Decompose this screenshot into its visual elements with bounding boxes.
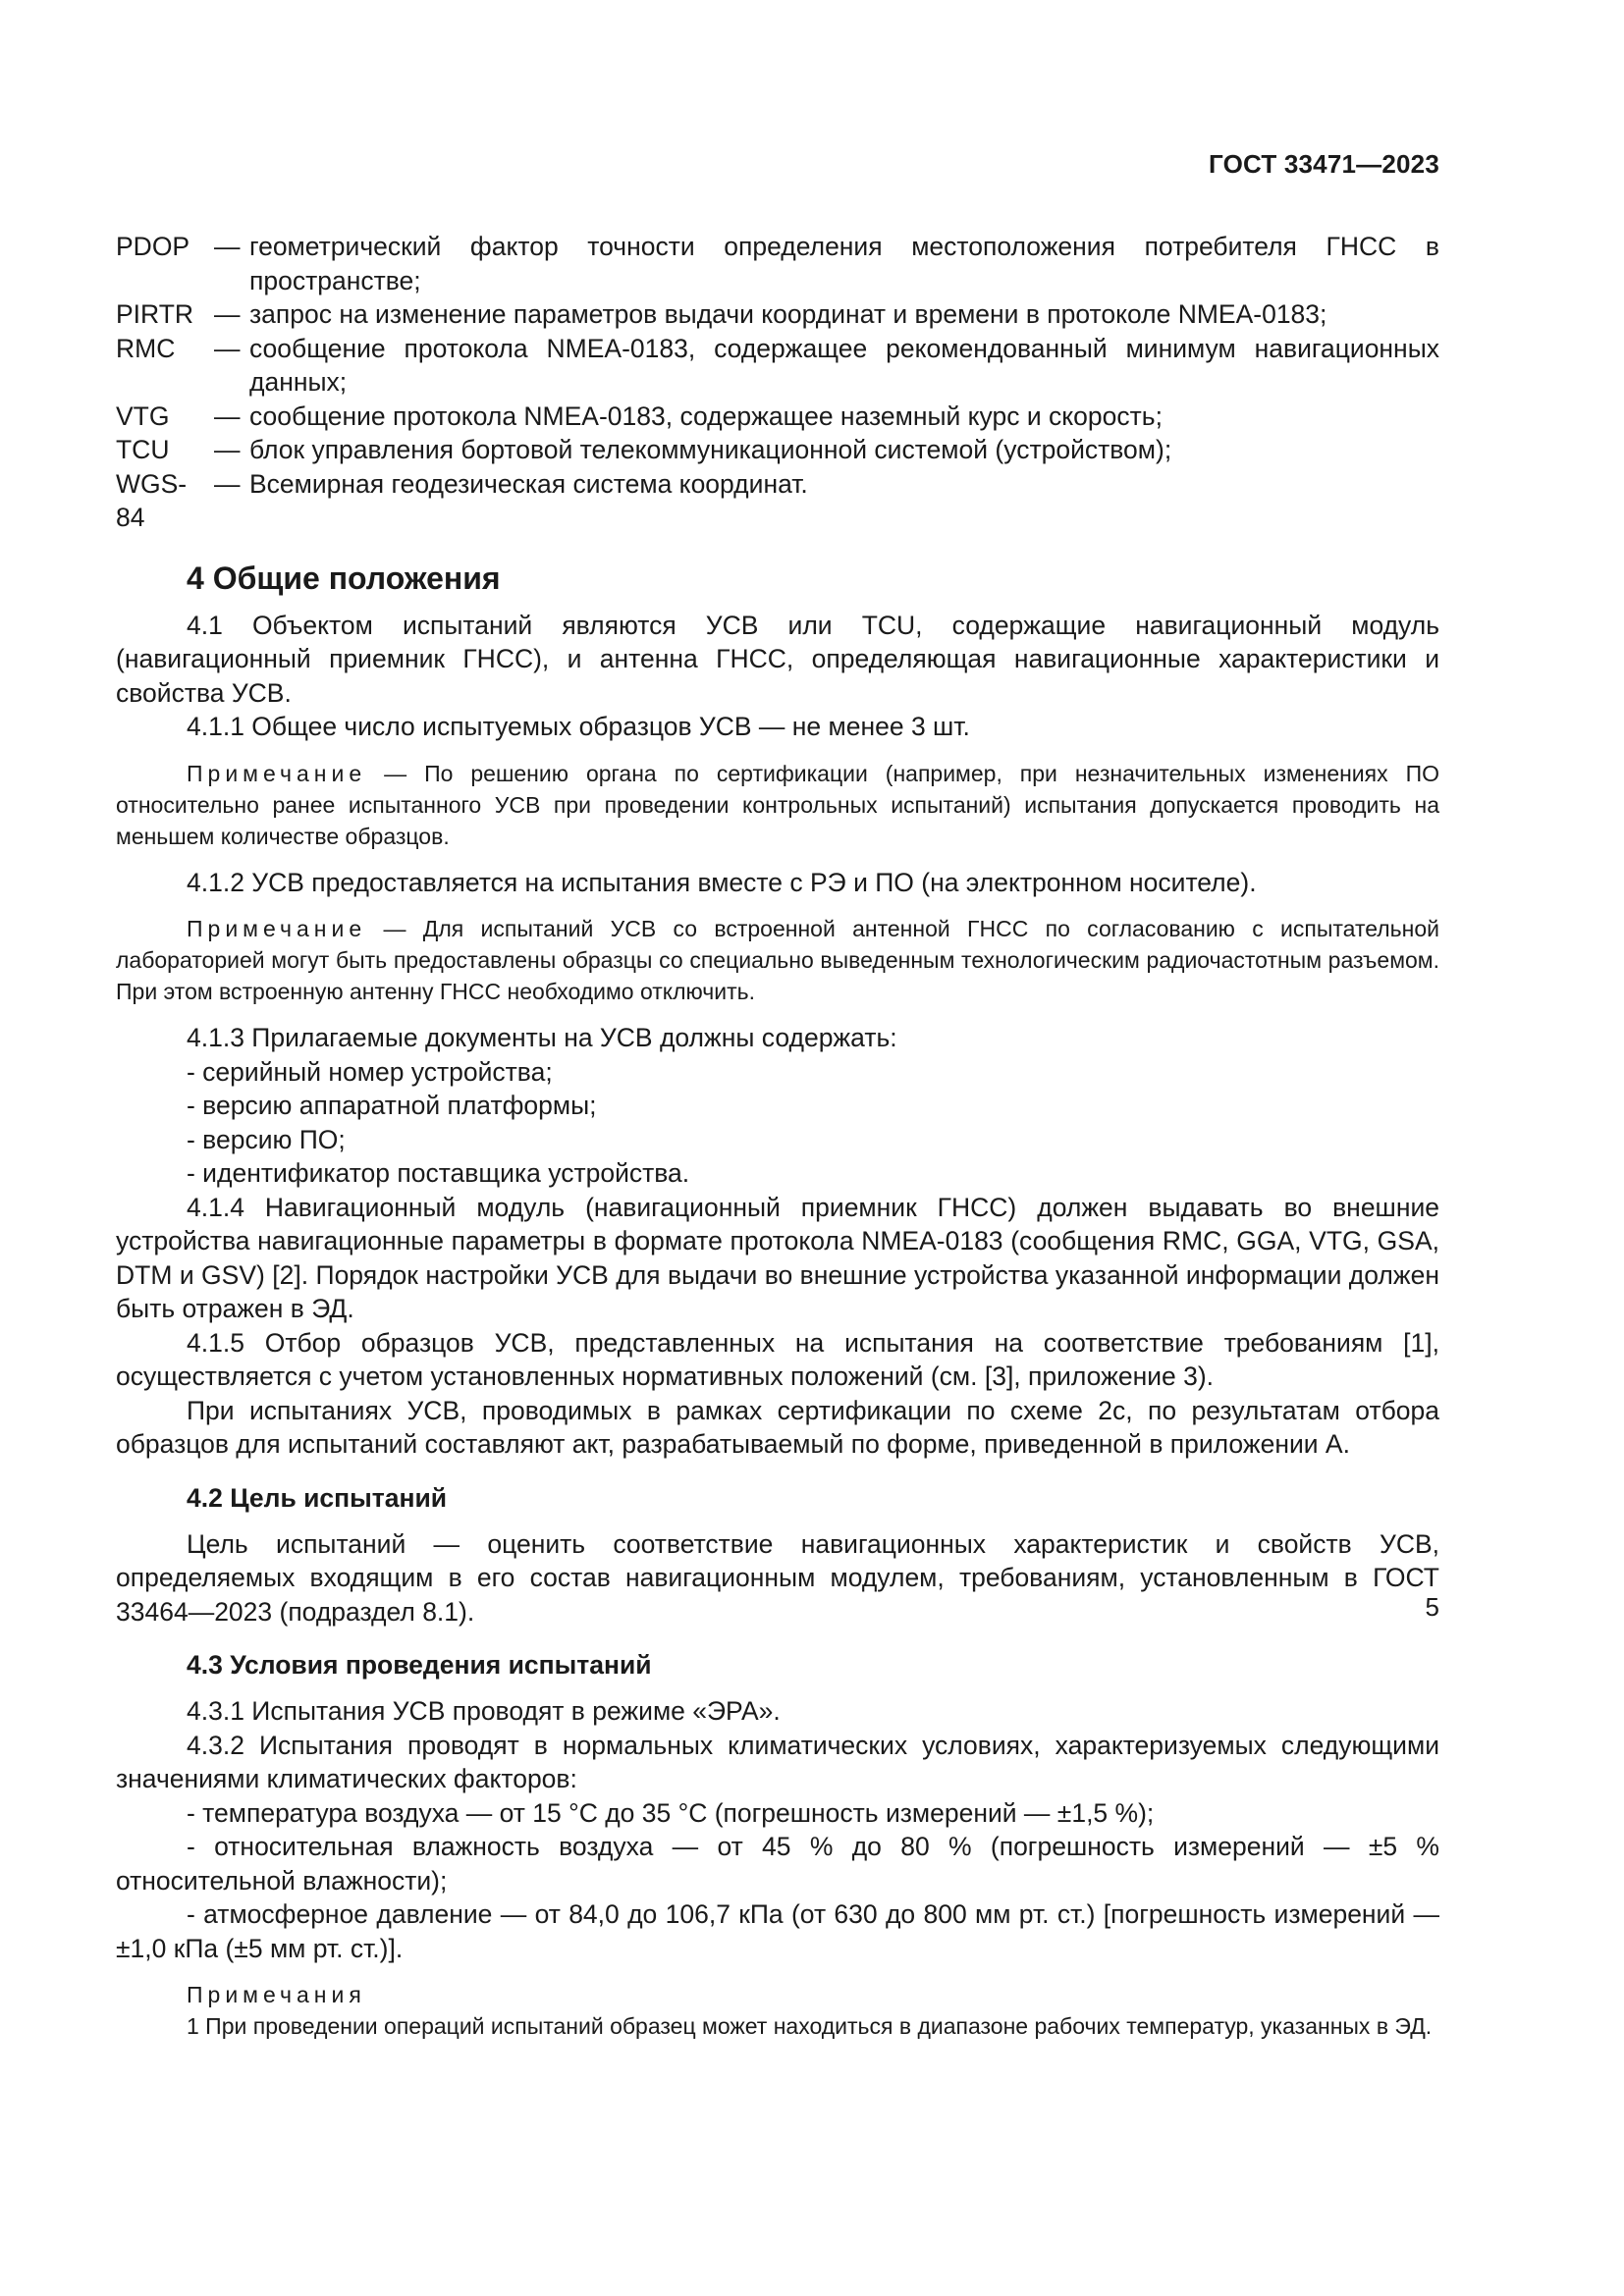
list-item: - относительная влажность воздуха — от 45 % до 80 % (погрешность измерений — ±5 % относительной влажности); — [116, 1832, 1439, 1896]
list-item: - идентификатор поставщика устройства. — [187, 1158, 690, 1188]
abbreviation-definition: геометрический фактор точности определения местоположения потребителя ГНСС в пространстве; — [249, 232, 1439, 295]
list-item: - атмосферное давление — от 84,0 до 106,7 кПа (от 630 до 800 мм рт. ст.) [погрешность измерений — ±1,0 кПа (±5 мм рт. ст.)]. — [116, 1899, 1439, 1963]
abbreviation-list — [116, 230, 1439, 535]
paragraph-4-1: 4.1 Объектом испытаний являются УСВ или TCU, содержащие навигационный модуль (навигационный приемник ГНСС), и антенна ГНСС, определяющая навигационные характеристики и свойства УСВ. — [116, 610, 1439, 708]
note-item: 1 При проведении операций испытаний образец может находиться в диапазоне рабочих температур, указанных в ЭД. — [187, 2013, 1433, 2039]
abbreviation-term: VTG — [116, 400, 170, 431]
paragraph-4-1-4: 4.1.4 Навигационный модуль (навигационный приемник ГНСС) должен выдавать во внешние устройства навигационные параметры в формате протокола NMEA-0183 (сообщения RMC, GGA, VTG, GSA, DTM и GSV) [2]. Порядок настройки УСВ для выдачи во внешние устройства указанной информации должен быть отражен в ЭД. — [116, 1192, 1439, 1323]
list-item: - серийный номер устройства; — [187, 1056, 553, 1087]
note-text: — По решению органа по сертификации (например, при незначительных изменениях ПО относительно ранее испытанного УСВ при проведении контрольных испытаний) испытания допускается проводить на меньшем количестве образцов. — [116, 760, 1439, 849]
abbreviation-definition: запрос на изменение параметров выдачи координат и времени в протоколе NMEA-0183; — [249, 299, 1327, 329]
abbreviation-term: TCU — [116, 435, 170, 464]
subsection-heading: 4.3 Условия проведения испытаний — [187, 1650, 652, 1680]
document-id: ГОСТ 33471—2023 — [1209, 149, 1439, 179]
note — [116, 758, 1439, 852]
note-text: — Для испытаний УСВ со встроенной антенной ГНСС по согласованию с испытательной лабораторией могут быть предоставлены образцы со специально выведенным технологическим радиочастотным разъемом. При этом встроенную антенну ГНСС необходимо отключить. — [116, 916, 1439, 1004]
abbreviation-dash: — — [214, 468, 241, 499]
abbreviation-row — [116, 467, 1439, 535]
abbreviation-term: RMC — [116, 333, 176, 363]
paragraph-4-3-1: 4.3.1 Испытания УСВ проводят в режиме «ЭРА». — [187, 1696, 781, 1726]
abbreviation-row — [116, 230, 1439, 297]
abbreviation-dash: — — [214, 333, 241, 363]
abbreviation-term: PIRTR — [116, 299, 194, 329]
paragraph-4-1-3: 4.1.3 Прилагаемые документы на УСВ должны содержать: — [187, 1023, 897, 1052]
list-item: - температура воздуха — от 15 °С до 35 °С (погрешность измерений — ±1,5 %); — [187, 1797, 1155, 1828]
abbreviation-term: WGS-84 — [116, 468, 188, 532]
abbreviation-dash: — — [214, 232, 241, 261]
paragraph-4-1-5: 4.1.5 Отбор образцов УСВ, представленных на испытания на соответствие требованиям [1], осуществляется с учетом установленных нормативных положений (см. [3], приложение 3). — [116, 1327, 1439, 1391]
abbreviation-row — [116, 400, 1439, 434]
list-item: - версию ПО; — [187, 1124, 346, 1154]
abbreviation-dash: — — [214, 400, 241, 431]
page-content — [116, 230, 1439, 2042]
abbreviation-dash: — — [214, 299, 241, 329]
paragraph-4-3-2: 4.3.2 Испытания проводят в нормальных климатических условиях, характеризуемых следующими значениями климатических факторов: — [116, 1730, 1439, 1793]
page-number: 5 — [1425, 1592, 1439, 1622]
subsection-heading: 4.2 Цель испытаний — [187, 1482, 448, 1513]
abbreviation-dash: — — [214, 435, 241, 464]
abbreviation-definition: сообщение протокола NMEA-0183, содержащее рекомендованный минимум навигационных данных; — [249, 333, 1439, 397]
abbreviation-row — [116, 433, 1439, 467]
abbreviation-definition: блок управления бортовой телекоммуникационной системой (устройством); — [249, 435, 1172, 464]
climate-conditions-list — [116, 1796, 1439, 1966]
paragraph-4-1-2: 4.1.2 УСВ предоставляется на испытания вместе с РЭ и ПО (на электронном носителе). — [187, 867, 1257, 897]
abbreviation-definition: Всемирная геодезическая система координат. — [249, 468, 808, 499]
abbreviation-row — [116, 332, 1439, 400]
paragraph-4-2: Цель испытаний — оценить соответствие навигационных характеристик и свойств УСВ, определяемых входящим в его состав навигационным модулем, требованиям, установленным в ГОСТ 33464—2023 (подраздел 8.1). — [116, 1528, 1439, 1627]
note-label: Примечание — [187, 760, 367, 786]
paragraph-4-1-5-continued: При испытаниях УСВ, проводимых в рамках сертификации по схеме 2с, по результатам отбора образцов для испытаний составляют акт, разрабатываемый по форме, приведенной в приложении А. — [116, 1395, 1439, 1459]
paragraph-4-1-1: 4.1.1 Общее число испытуемых образцов УСВ — не менее 3 шт. — [187, 712, 970, 741]
abbreviation-term: PDOP — [116, 232, 190, 261]
section-heading: 4 Общие положения — [187, 560, 501, 596]
note — [116, 913, 1439, 1007]
notes-label: Примечания — [187, 1982, 366, 2007]
document-contents-list — [116, 1055, 1439, 1191]
abbreviation-row — [116, 297, 1439, 332]
list-item: - версию аппаратной платформы; — [187, 1091, 597, 1120]
abbreviation-definition: сообщение протокола NMEA-0183, содержащее наземный курс и скорость; — [249, 400, 1163, 431]
note-label: Примечание — [187, 916, 367, 941]
